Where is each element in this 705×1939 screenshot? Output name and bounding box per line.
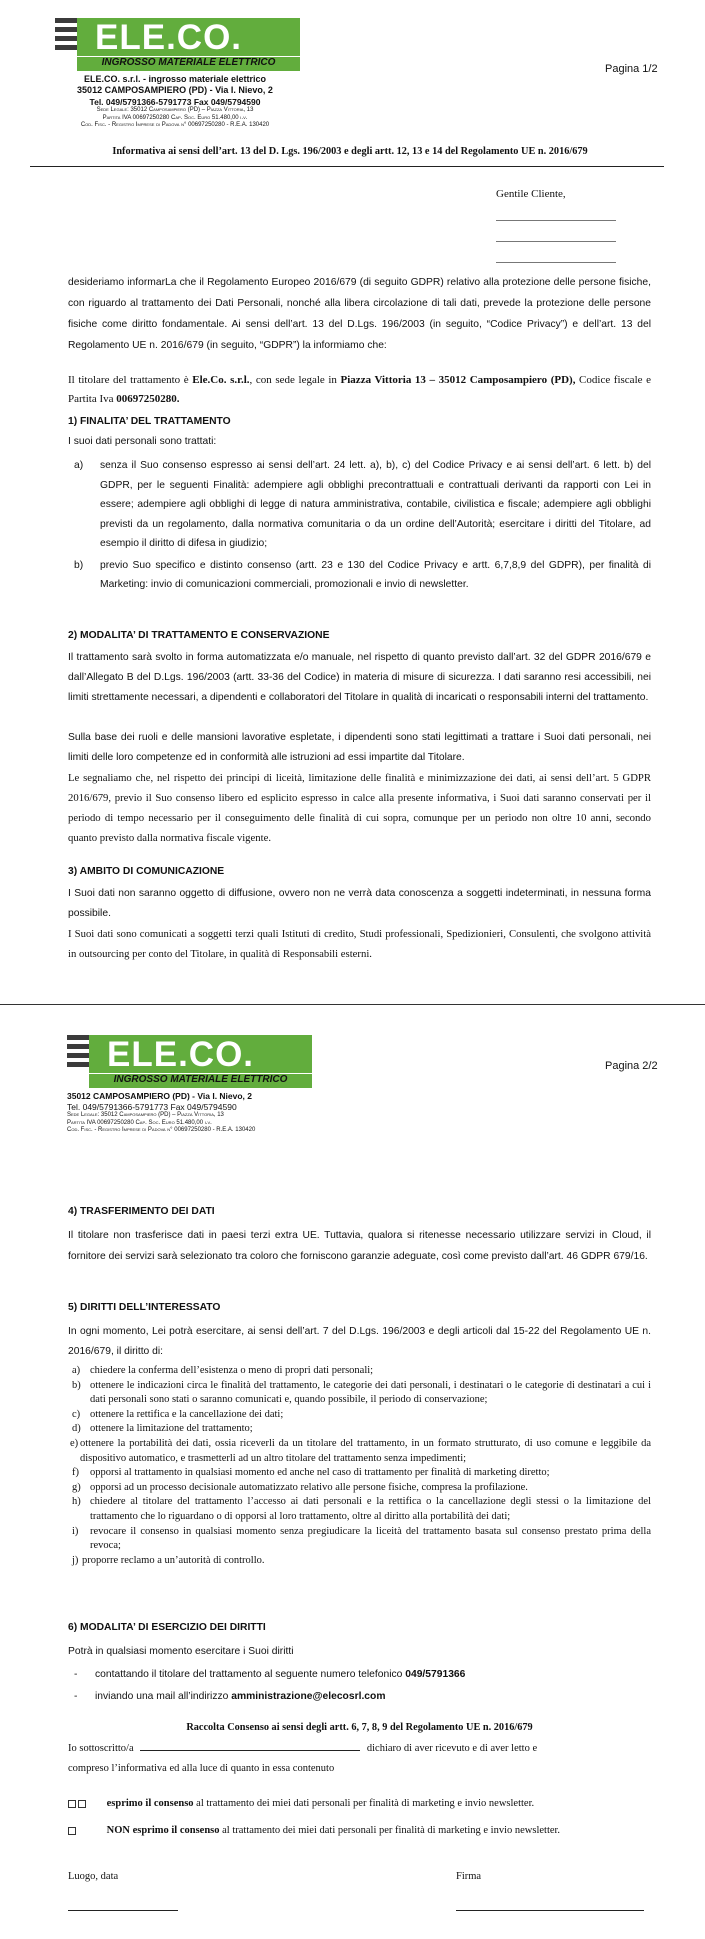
place-date-label: Luogo, data <box>68 1871 119 1882</box>
consent-option-yes[interactable]: esprimo il consenso al trattamento dei miei dati personali per finalità di marketing e invio newsletter. <box>68 1794 651 1813</box>
recipient-line-3 <box>496 262 616 263</box>
company-seat: Sede Legale: 35012 Camposampiero (PD) – Piazza Vittoria, 13 <box>67 1112 224 1119</box>
section-6-lead: Potrà in qualsiasi momento esercitare i Suoi diritti <box>68 1646 294 1657</box>
list-item: b) previo Suo specifico e distinto consenso (artt. 23 e 130 del Codice Privacy e artt. 6,7,8,9 del GDPR), per finalità di Marketing: invio di comunicazioni commerciali, promozionali e invio di newsletter. <box>74 559 651 590</box>
page-number: Pagina 2/2 <box>605 1060 658 1072</box>
company-logo <box>67 1035 312 1093</box>
company-details <box>40 74 310 130</box>
company-phones: Tel. 049/5791366-5791773 Fax 049/5794590 <box>67 1101 237 1112</box>
place-date-line[interactable] <box>68 1910 178 1911</box>
name-field[interactable] <box>140 1739 360 1751</box>
section-5-lead: In ogni momento, Lei potrà esercitare, ai sensi dell’art. 7 del D.Lgs. 196/2003 e degli articoli dal 15-22 del Regolamento UE n. 2016/679, il diritto di: <box>68 1326 651 1357</box>
company-logo <box>55 18 300 76</box>
list-item: h) chiedere al titolare del trattamento l’accesso ai dati personali e la rettifica o la cancellazione degli stessi o la limitazione del trattamento che lo riguardano o di opporsi al loro trattamento, oltre al diritto alla portabilità dei dati; <box>72 1496 651 1522</box>
list-item: c) ottenere la rettifica e la cancellazione dei dati; <box>72 1408 284 1420</box>
section-3-p2: I Suoi dati sono comunicati a soggetti terzi quali Istituti di credito, Studi professionali, Spedizionieri, Consulenti, che svolgono attività in outsourcing per conto del Titolare, in qualità di Responsabili esterni. <box>68 928 651 960</box>
greeting: Gentile Cliente, <box>496 188 566 200</box>
company-details <box>67 1091 332 1135</box>
section-3-p1: I Suoi dati non saranno oggetto di diffusione, ovvero non ne verrà data conoscenza a soggetti indeterminati, in nessuna forma possibile. <box>68 888 651 919</box>
company-registry: Cod. Fisc. - Registro Imprese di Padova n° 00697250280 - R.E.A. 130420 <box>67 1127 256 1134</box>
section-1-heading: 1) FINALITA’ DEL TRATTAMENTO <box>68 416 231 427</box>
consent-declaration: Io sottoscritto/a dichiaro di aver ricevuto e di aver letto e compreso l’informativa ed alla luce di quanto in essa contenuto <box>68 1739 651 1779</box>
signature-label: Firma <box>456 1871 482 1882</box>
section-2-p2: Sulla base dei ruoli e delle mansioni lavorative espletate, i dipendenti sono stati legittimati a trattare i Suoi dati personali, nei limiti delle loro competenze ed in conformità alle istruzioni ad essi impartite dal Titolare. <box>68 732 651 763</box>
page-number: Pagina 1/2 <box>605 63 658 75</box>
list-item: e) ottenere la portabilità dei dati, ossia riceverli da un titolare del trattamento, in un formato strutturato, di uso comune e leggibile da dispositivo automatico, e trasmetterli ad un altro titolare del trattamento senza impedimenti; <box>70 1437 651 1464</box>
controller-paragraph: Il titolare del trattamento è Ele.Co. s.r.l., con sede legale in Piazza Vittoria 13 – 35012 Camposampiero (PD), Codice fiscale e Partita Iva 00697250280. <box>68 374 651 405</box>
contact-phone-number: 049/5791366 <box>405 1669 466 1680</box>
list-item: f) opporsi al trattamento in qualsiasi momento ed anche nel caso di trattamento per finalità di marketing diretto; <box>72 1467 550 1479</box>
company-registry: Cod. Fisc. - Registro Imprese di Padova n° 00697250280 - R.E.A. 130420 <box>80 122 270 129</box>
signature-line[interactable] <box>456 1910 644 1911</box>
section-1-lead: I suoi dati personali sono trattati: <box>68 436 217 447</box>
logo-brand: ELE.CO. <box>95 18 243 57</box>
company-vat: Partita IVA 00697250280 Cap. Soc. Euro 51.480,00 i.v. <box>67 1119 212 1126</box>
logo-brand: ELE.CO. <box>107 1035 255 1074</box>
company-address: 35012 CAMPOSAMPIERO (PD) - Via I. Nievo, 2 <box>67 1091 253 1101</box>
company-phones: Tel. 049/5791366-5791773 Fax 049/5794590 <box>89 96 261 107</box>
recipient-line-2 <box>496 241 616 242</box>
consent-option-no[interactable]: NON esprimo il consenso al trattamento dei miei dati personali per finalità di marketing e invio newsletter. <box>68 1821 651 1840</box>
contact-phone: - contattando il titolare del trattamento al seguente numero telefonico 049/5791366 <box>74 1669 466 1680</box>
section-5-heading: 5) DIRITTI DELL’INTERESSATO <box>68 1302 221 1313</box>
consent-yes-checkbox[interactable] <box>68 1798 88 1809</box>
intro-paragraph: desideriamo informarLa che il Regolamento Europeo 2016/679 (di seguito GDPR) relativo alla protezione delle persone fisiche, con riguardo al trattamento dei Dati Personali, nonché alla libera circolazione di tali dati, prevede la protezione delle persone fisiche come diritto fondamentale. Ai sensi dell’art. 13 del D.Lgs. 196/2003 (in seguito, “Codice Privacy”) e dell’art. 13 del Regolamento UE n. 2016/679 (in seguito, “GDPR”) la informiamo che: <box>68 277 651 351</box>
list-item: j) proporre reclamo a un’autorità di controllo. <box>72 1554 265 1566</box>
page-2 <box>0 1005 705 1939</box>
section-4-heading: 4) TRASFERIMENTO DEI DATI <box>68 1206 215 1217</box>
list-item: d) ottenere la limitazione del trattamento; <box>72 1423 253 1435</box>
company-address: 35012 CAMPOSAMPIERO (PD) - Via I. Nievo, 2 <box>77 85 273 96</box>
recipient-line-1 <box>496 220 616 221</box>
logo-tagline: INGROSSO MATERIALE ELETTRICO <box>89 1074 312 1088</box>
list-item: b) ottenere le indicazioni circa le finalità del trattamento, le categorie dei dati personali, i destinatari o le categorie di destinatari a cui i dati personali sono stati o saranno comunicati e, quando possibile, il periodo di conservazione; <box>72 1379 651 1406</box>
list-item: g) opporsi ad un processo decisionale automatizzato relativo alle persone fisiche, compresa la profilazione. <box>72 1481 528 1493</box>
title-rule <box>30 166 664 167</box>
section-1-list <box>68 456 651 595</box>
company-seat: Sede Legale: 35012 Camposampiero (PD) – Piazza Vittoria, 13 <box>96 107 254 114</box>
section-2-p1: Il trattamento sarà svolto in forma automatizzata e/o manuale, nel rispetto di quanto previsto dall’art. 32 del GDPR 2016/679 e dall’Allegato B del D.Lgs. 196/2003 (artt. 33-36 del Codice) in materia di misure di sicurezza. I dati saranno resi accessibili, nei limiti strettamente necessari, a dipendenti e collaboratori del Titolare in qualità di incaricati o responsabili interni del trattamento. <box>68 652 651 703</box>
consent-no-checkbox[interactable] <box>68 1825 78 1836</box>
section-3-heading: 3) AMBITO DI COMUNICAZIONE <box>68 866 225 877</box>
consent-title: Raccolta Consenso ai sensi degli artt. 6, 7, 8, 9 del Regolamento UE n. 2016/679 <box>186 1722 533 1733</box>
company-name: ELE.CO. s.r.l. - ingrosso materiale elettrico <box>83 74 267 84</box>
list-item: i) revocare il consenso in qualsiasi momento senza pregiudicare la liceità del trattamento basata sul consenso prestato prima della revoca; <box>72 1525 651 1552</box>
document-title: Informativa ai sensi dell’art. 13 del D. Lgs. 196/2003 e degli artt. 12, 13 e 14 del Regolamento UE n. 2016/679 <box>112 146 588 157</box>
section-2-p3: Le segnaliamo che, nel rispetto dei principi di liceità, limitazione delle finalità e minimizzazione dei dati, ai sensi dell’art. 5 GDPR 2016/679, previo il Suo consenso libero ed esplicito espresso in calce alla presente informativa, i Suoi dati saranno conservati per il periodo di tempo necessario per il conseguimento delle finalità di cui sopra, comunque per un periodo non oltre 10 anni, secondo quanto previsto dalla normativa fiscale vigente. <box>68 772 651 844</box>
contact-email: - inviando una mail all’indirizzo amministrazione@elecosrl.com <box>74 1691 386 1702</box>
section-6-heading: 6) MODALITA’ DI ESERCIZIO DEI DIRITTI <box>68 1622 266 1633</box>
section-4-p1: Il titolare non trasferisce dati in paesi terzi extra UE. Tuttavia, qualora si ritenesse necessario utilizzare servizi in Cloud, il fornitore dei servizi sarà selezionato tra coloro che forniscono garanzie adeguate, così come previsto dall’art. 46 GDPR 679/16. <box>68 1230 651 1262</box>
list-item: a) chiedere la conferma dell’esistenza o meno di propri dati personali; <box>72 1365 374 1376</box>
company-vat: Partita IVA 00697250280 Cap. Soc. Euro 51.480,00 i.v. <box>102 114 248 121</box>
list-item: a) senza il Suo consenso espresso ai sensi dell’art. 24 lett. a), b), c) del Codice Privacy e ai sensi dell’art. 6 lett. b) del GDPR, per le seguenti Finalità: adempiere agli obblighi precontrattuali e contrattuali derivanti da rapporti con Lei in essere; adempiere agli obblighi di legge di natura amministrativa, contabile, civilistica e fiscale; adempiere agli obblighi previsti da un regolamento, dalla normativa comunitaria o da un ordine dell’Autorità; esercitare i diritti del Titolare, ad esempio il diritto di difesa in giudizio; <box>74 460 651 549</box>
section-2-heading: 2) MODALITA’ DI TRATTAMENTO E CONSERVAZIONE <box>68 630 330 641</box>
logo-tagline: INGROSSO MATERIALE ELETTRICO <box>77 57 300 71</box>
section-5-list <box>68 1364 651 1568</box>
contact-email-address: amministrazione@elecosrl.com <box>231 1691 386 1702</box>
